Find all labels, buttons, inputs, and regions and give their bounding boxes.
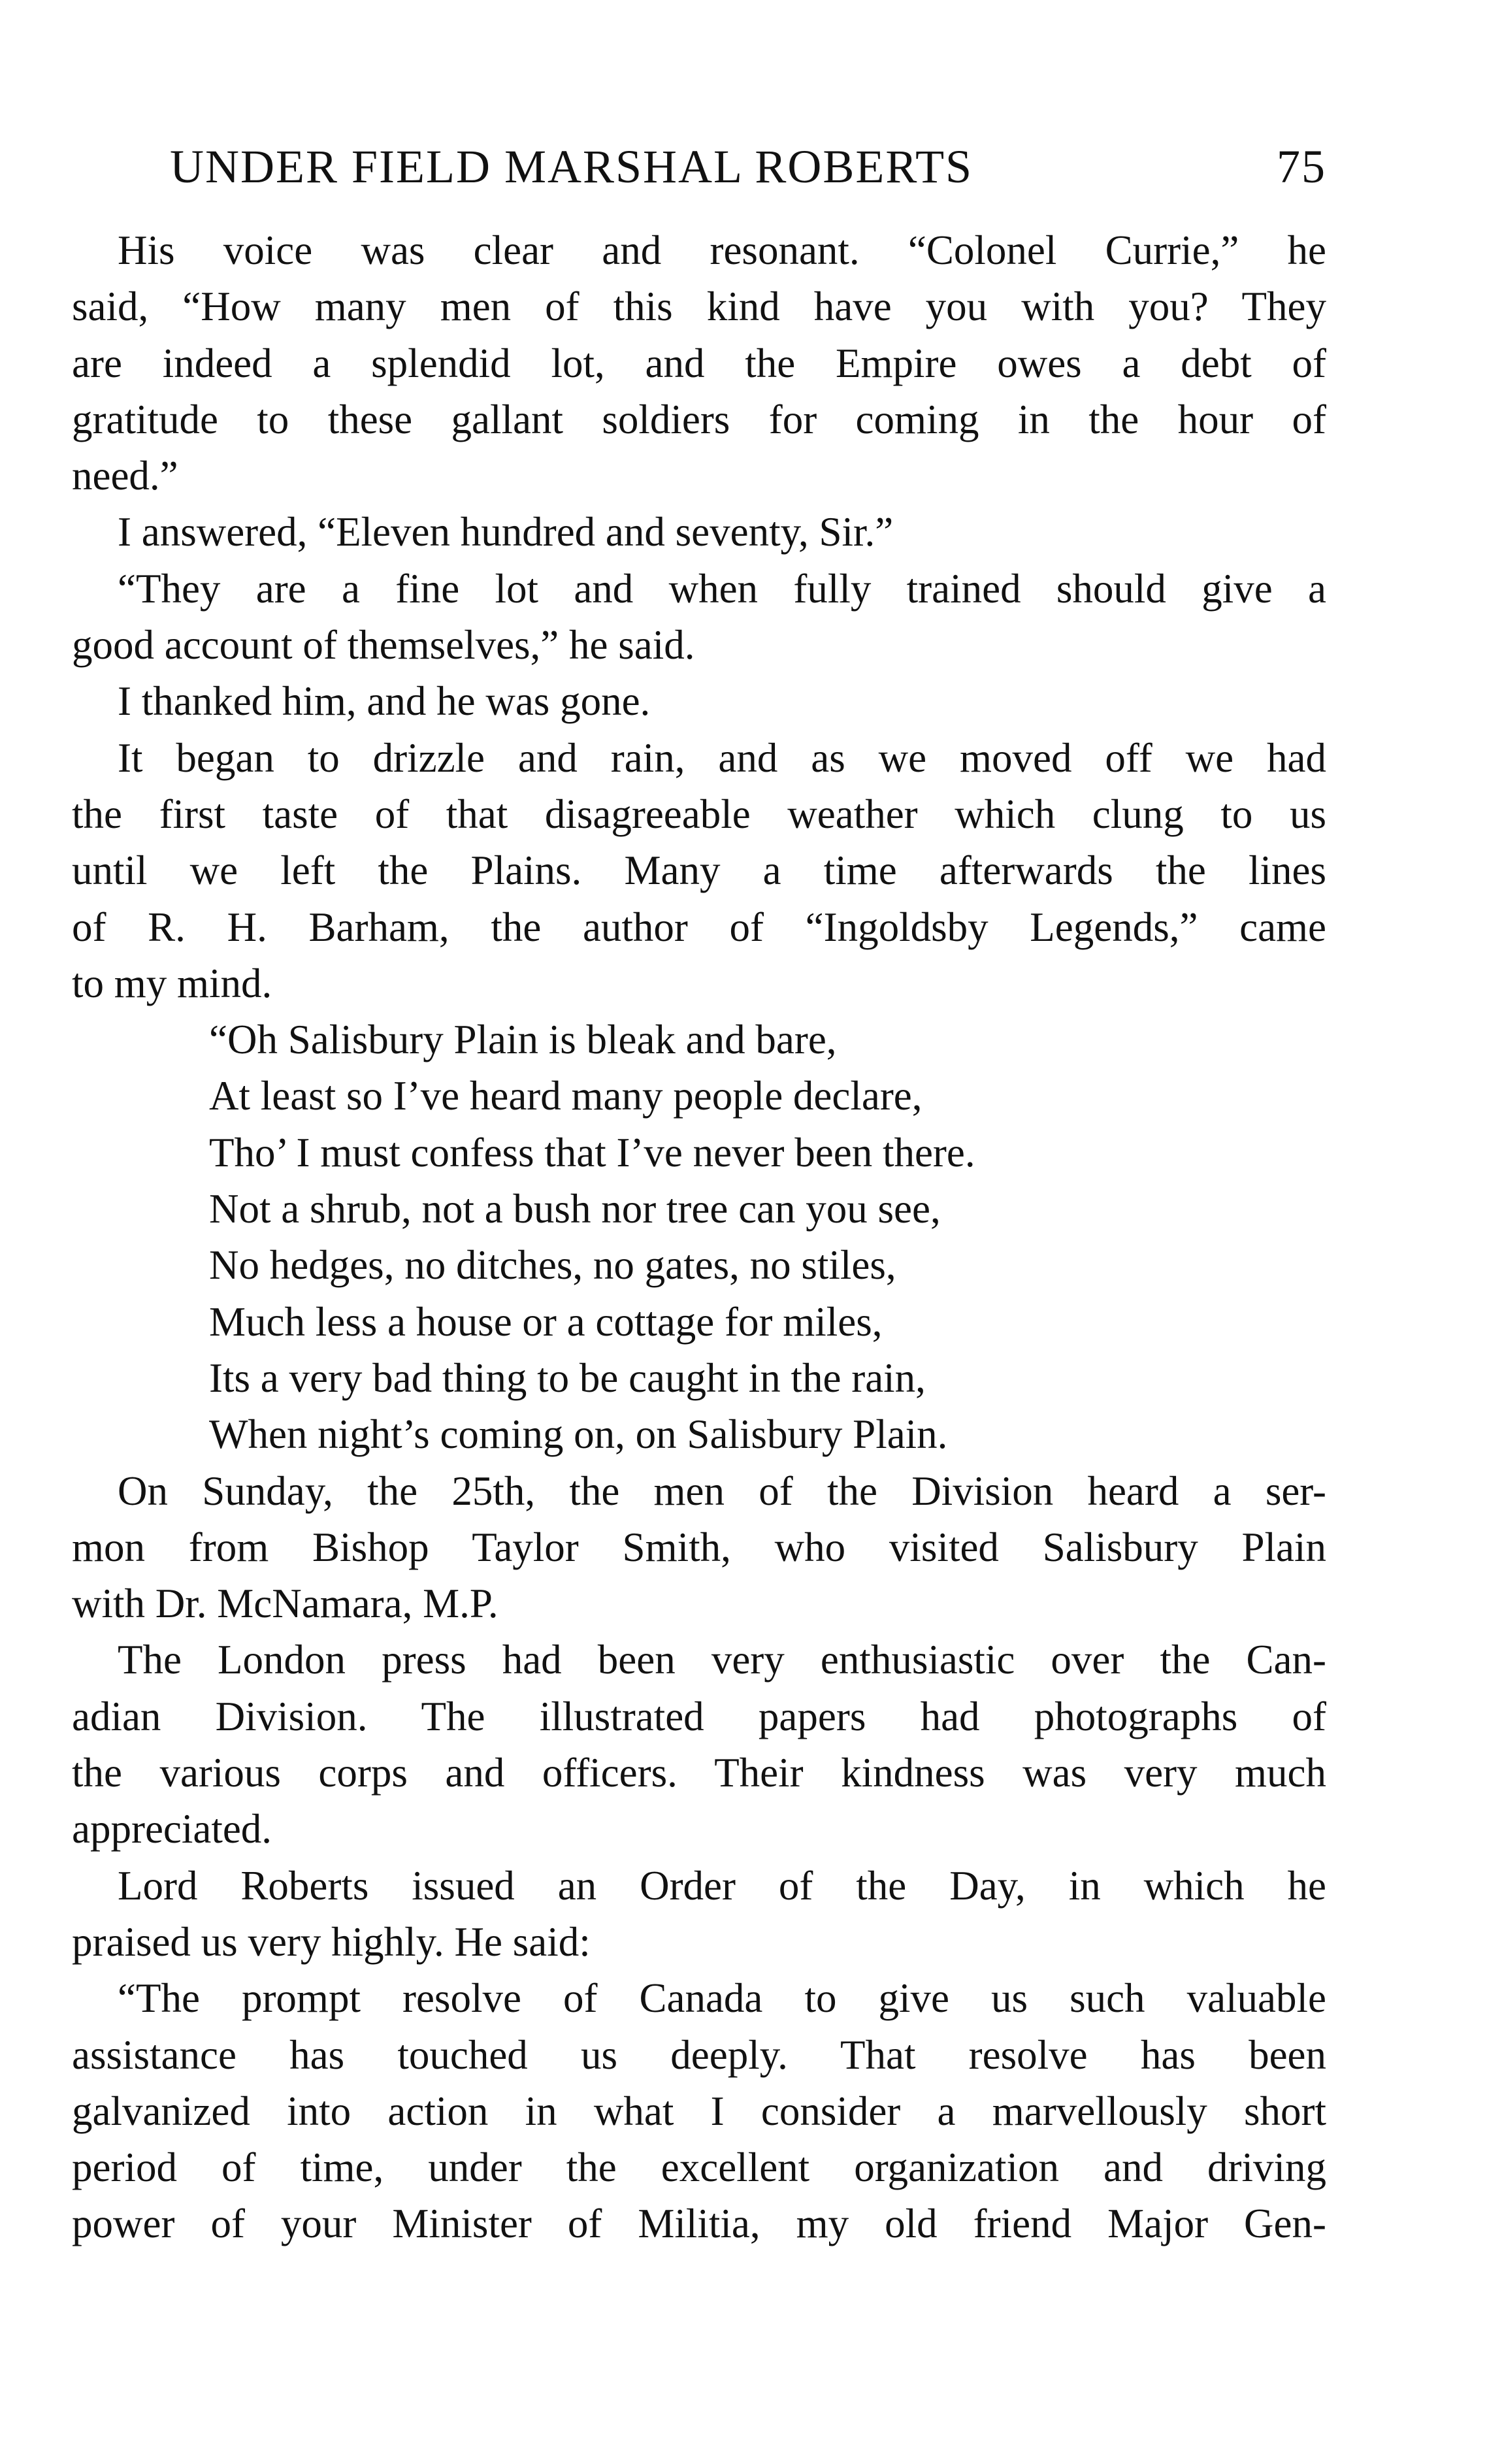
text-line: “They are a fine lot and when fully trained should give a [118, 565, 1326, 612]
verse-line: No hedges, no ditches, no gates, no stiles, [209, 1242, 896, 1289]
running-title: UNDER FIELD MARSHAL ROBERTS [170, 140, 973, 193]
verse-line: Tho’ I must confess that I’ve never been there. [209, 1129, 975, 1175]
verse-line: “Oh Salisbury Plain is bleak and bare, [209, 1017, 837, 1063]
verse-line: Much less a house or a cottage for miles, [209, 1298, 883, 1345]
verse-line: Its a very bad thing to be caught in the rain, [209, 1355, 926, 1401]
text-line: It began to drizzle and rain, and as we moved off we had [118, 734, 1326, 781]
text-line: praised us very highly. He said: [72, 1918, 591, 1965]
text-line: I answered, “Eleven hundred and seventy, Sir.” [118, 509, 894, 555]
text-line: appreciated. [72, 1806, 272, 1852]
text-line: I thanked him, and he was gone. [118, 678, 651, 725]
text-line: need.” [72, 453, 178, 499]
text-line: assistance has touched us deeply. That resolve has been [72, 2031, 1326, 2078]
text-line: galvanized into action in what I consider a marvellously short [72, 2088, 1326, 2134]
text-line: gratitude to these gallant soldiers for coming in the hour of [72, 396, 1326, 442]
body-text [72, 222, 1326, 2252]
text-line: “The prompt resolve of Canada to give us such valuable [118, 1975, 1326, 2022]
text-line: are indeed a splendid lot, and the Empire owes a debt of [72, 340, 1326, 386]
text-line: until we left the Plains. Many a time afterwards the lines [72, 847, 1326, 894]
text-line: adian Division. The illustrated papers had photographs of [72, 1693, 1326, 1739]
text-line: the first taste of that disagreeable weather which clung to us [72, 791, 1326, 837]
text-line: said, “How many men of this kind have you with you? They [72, 284, 1326, 330]
text-line: of R. H. Barham, the author of “Ingoldsby Legends,” came [72, 904, 1326, 950]
text-line: On Sunday, the 25th, the men of the Division heard a ser- [118, 1468, 1326, 1514]
verse-line: When night’s coming on, on Salisbury Plain. [209, 1411, 948, 1458]
text-line: period of time, under the excellent organization and driving [72, 2144, 1326, 2191]
text-line: with Dr. McNamara, M.P. [72, 1581, 498, 1627]
text-line: good account of themselves,” he said. [72, 622, 695, 668]
verse-line: Not a shrub, not a bush nor tree can you see, [209, 1186, 941, 1232]
running-header [170, 131, 1326, 203]
verse-line: At least so I’ve heard many people declare, [209, 1073, 923, 1119]
text-line: power of your Minister of Militia, my old friend Major Gen- [72, 2201, 1326, 2247]
text-line: mon from Bishop Taylor Smith, who visited Salisbury Plain [72, 1524, 1326, 1570]
text-line: His voice was clear and resonant. “Colonel Currie,” he [118, 227, 1326, 273]
text-line: Lord Roberts issued an Order of the Day, in which he [118, 1862, 1326, 1909]
page-number: 75 [1277, 140, 1326, 193]
text-line: the various corps and officers. Their kindness was very much [72, 1750, 1326, 1796]
text-line: The London press had been very enthusiastic over the Can- [118, 1637, 1326, 1683]
text-line: to my mind. [72, 960, 272, 1006]
